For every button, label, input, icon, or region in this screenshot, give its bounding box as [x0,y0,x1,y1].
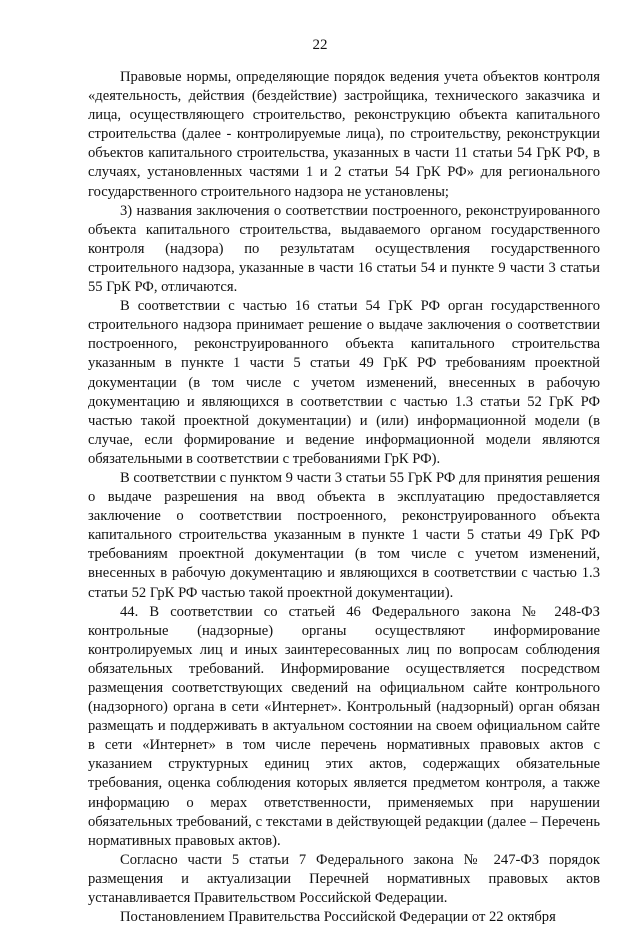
paragraph-section-44: 44. В соответствии со статьей 46 Федерального закона № 248-ФЗ контрольные (надзорные) органы осуществляют информирование контролируемых лиц и иных заинтересованных лиц по вопросам соблюдения обязательных требований. Информирование осуществляется посредством размещения соответствующих сведений на официальном сайте контрольного (надзорного) органа в сети «Интернет». Контрольный (надзорный) орган обязан размещать и поддерживать в актуальном состоянии на своем официальном сайте в сети «Интернет» в том числе перечень нормативных правовых актов с указанием структурных единиц этих актов, содержащих обязательные требования, оценка соблюдения которых является предметом контроля, а также информацию о мерах ответственности, применяемых при нарушении обязательных требований, с текстами в действующей редакции (далее – Перечень нормативных правовых актов). [88,603,600,849]
document-body [88,68,600,927]
paragraph-government-decree: Постановлением Правительства Российской Федерации от 22 октября [120,909,556,926]
paragraph-item-9-article-55: В соответствии с пунктом 9 части 3 статьи 55 ГрК РФ для принятия решения о выдаче разрешения на ввод объекта в эксплуатацию предоставляется заключение о соответствии построенного, реконструированного объекта капитального строительства указанным в пункте 1 части 5 статьи 49 ГрК РФ требованиям проектной документации (в том числе с учетом изменений, внесенных в рабочую документацию и являющихся в соответствии с частью 1.3 статьи 52 ГрК РФ частью такой проектной документации). [88,469,600,601]
page-number: 22 [312,37,328,53]
paragraph-part-16-article-54: В соответствии с частью 16 статьи 54 ГрК РФ орган государственного строительного надзора принимает решение о выдаче заключения о соответствии построенного, реконструированного объекта капитального строительства указанным в пункте 1 части 5 статьи 49 ГрК РФ требованиям проектной документации (в том числе с учетом изменений, внесенных в рабочую документацию и являющихся в соответствии с частью 1.3 статьи 52 ГрК РФ частью такой проектной документации) и (или) информационной модели (в случае, если формирование и ведение информационной модели являются обязательными в соответствии с требованиями ГрК РФ). [88,298,600,467]
paragraph-legal-norms: Правовые нормы, определяющие порядок ведения учета объектов контроля «деятельность, действия (бездействие) застройщика, технического заказчика и лица, осуществляющего строительство, реконструкцию объекта капитального строительства (далее - контролируемые лица), по строительству, реконструкции объектов капитального строительства, указанных в части 11 статьи 54 ГрК РФ, в случаях, установленных частями 1 и 2 статьи 54 ГрК РФ» для регионального государственного строительного надзора не установлены; [88,69,600,200]
paragraph-law-247: Согласно части 5 статьи 7 Федерального закона № 247-ФЗ порядок размещения и актуализации Перечней нормативных правовых актов устанавливается Правительством Российской Федерации. [88,851,600,907]
paragraph-item-3: 3) названия заключения о соответствии построенного, реконструированного объекта капитального строительства, выдаваемого органом государственного контроля (надзора) по результатам осуществления государственного строительного надзора, указанные в части 16 статьи 54 и пункте 9 части 3 статьи 55 ГрК РФ, отличаются. [88,202,600,296]
